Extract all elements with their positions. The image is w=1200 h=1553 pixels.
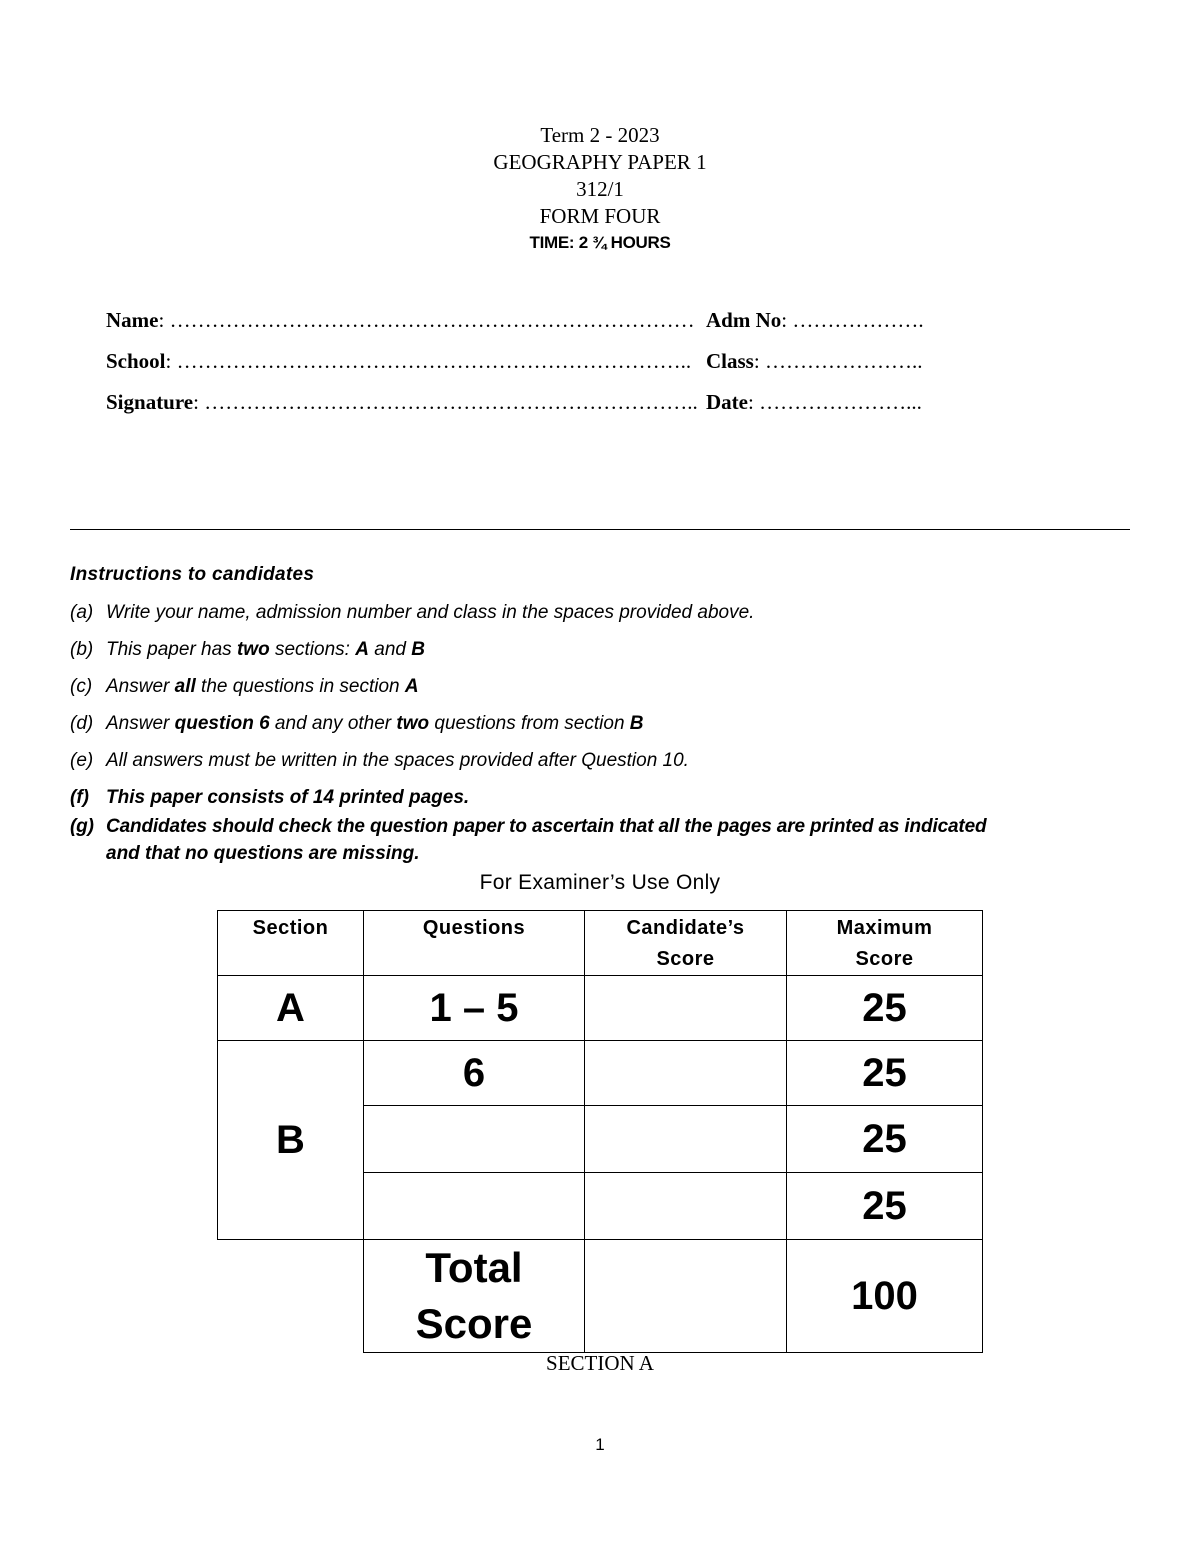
horizontal-divider [70, 529, 1130, 530]
adm-field-row [706, 307, 924, 333]
instruction-d-emphasis: B [629, 713, 644, 734]
instruction-d-letter: (d) [70, 713, 94, 734]
section-b-cell: B [218, 1041, 364, 1240]
signature-field-row [106, 389, 698, 415]
instruction-d-emphasis: two [396, 713, 430, 734]
adm-label: Adm No [706, 308, 782, 332]
exam-subject: GEOGRAPHY PAPER 1 [493, 150, 707, 174]
table-row [218, 1041, 983, 1106]
candidate-score-b1-cell[interactable] [585, 1041, 787, 1106]
instruction-c-letter: (c) [70, 676, 93, 697]
name-field-row [106, 307, 695, 333]
section-a-heading: SECTION A [546, 1351, 654, 1375]
exam-time: TIME: 2 ¾ HOURS [529, 233, 671, 252]
header-candidate-line1: Candidate’s [626, 917, 745, 939]
exam-term: Term 2 - 2023 [540, 123, 660, 147]
candidate-score-a-cell[interactable] [585, 976, 787, 1041]
instruction-b-emphasis: A [355, 639, 369, 660]
instruction-b-text: and [368, 639, 412, 660]
instruction-e [70, 746, 689, 775]
exam-code: 312/1 [576, 177, 624, 201]
instruction-d-text: questions from section [429, 713, 630, 734]
candidate-total-cell[interactable] [585, 1240, 787, 1353]
instruction-e-letter: (e) [70, 750, 94, 771]
questions-a-cell: 1 – 5 [364, 976, 585, 1041]
candidate-score-b3-cell[interactable] [585, 1173, 787, 1240]
examiner-use-title: For Examiner’s Use Only [479, 871, 721, 894]
school-label: School [106, 349, 166, 373]
instruction-b-emphasis: B [411, 639, 425, 660]
exam-form: FORM FOUR [539, 204, 661, 228]
date-label: Date [706, 390, 748, 414]
max-total-cell: 100 [787, 1240, 983, 1353]
instruction-f [70, 783, 469, 812]
instruction-a [70, 598, 754, 627]
header-questions: Questions [364, 911, 585, 976]
instruction-d-text: Answer [106, 713, 175, 734]
instruction-b-letter: (b) [70, 639, 94, 660]
instruction-g-text: Candidates should check the question paper to ascertain that all the pages are printed as indicated [106, 816, 987, 837]
instruction-d-text: and any other [269, 713, 397, 734]
table-row [218, 976, 983, 1041]
total-score-label [364, 1240, 585, 1353]
instruction-d [70, 709, 644, 738]
instruction-d-emphasis: question 6 [174, 713, 270, 734]
instruction-g-letter: (g) [70, 816, 94, 837]
header-maximum-score [787, 911, 983, 976]
instruction-f-text: This paper consists of 14 printed pages. [106, 787, 470, 808]
header-candidate-line2: Score [656, 948, 715, 970]
instruction-c-emphasis: all [174, 676, 196, 697]
instruction-c [70, 672, 419, 701]
instruction-b-text: sections: [269, 639, 356, 660]
instruction-b [70, 635, 425, 664]
max-score-b2-cell: 25 [787, 1106, 983, 1173]
class-label: Class [706, 349, 754, 373]
instruction-b-text: This paper has [106, 639, 237, 660]
header-maximum-line1: Maximum [836, 917, 933, 939]
questions-b1-cell: 6 [364, 1041, 585, 1106]
page-number: 1 [595, 1435, 605, 1454]
instruction-a-letter: (a) [70, 602, 94, 623]
max-score-a-cell: 25 [787, 976, 983, 1041]
school-field-row [106, 348, 691, 374]
total-line2: Score [415, 1300, 533, 1347]
instruction-g [70, 812, 986, 841]
instruction-a-text: Write your name, admission number and class in the spaces provided above. [106, 602, 755, 623]
instruction-b-emphasis: two [236, 639, 270, 660]
signature-label: Signature [106, 390, 194, 414]
max-score-b1-cell: 25 [787, 1041, 983, 1106]
name-field[interactable]: : ………………………………………………………………… [158, 308, 695, 332]
empty-cell [218, 1240, 364, 1353]
instruction-g-continuation: and that no questions are missing. [106, 843, 420, 864]
instruction-c-text: the questions in section [195, 676, 405, 697]
instruction-f-letter: (f) [70, 787, 89, 808]
adm-field[interactable]: : ………………. [781, 308, 924, 332]
instruction-e-text: All answers must be written in the spaces provided after Question 10. [106, 750, 689, 771]
signature-field[interactable]: : …………………………………………………………….. [193, 390, 698, 414]
section-a-cell: A [218, 976, 364, 1041]
table-total-row [218, 1240, 983, 1353]
table-header-row [218, 911, 983, 976]
instructions-title: Instructions to candidates [70, 564, 315, 585]
examiner-score-table [217, 910, 983, 1353]
instruction-c-emphasis: A [404, 676, 419, 697]
header-maximum-line2: Score [855, 948, 914, 970]
class-field[interactable]: : ………………….. [753, 349, 923, 373]
header-candidate-score [585, 911, 787, 976]
candidate-score-b2-cell[interactable] [585, 1106, 787, 1173]
class-field-row [706, 348, 922, 374]
total-line1: Total [425, 1244, 523, 1291]
date-field-row [706, 389, 922, 415]
max-score-b3-cell: 25 [787, 1173, 983, 1240]
questions-b3-cell[interactable] [364, 1173, 585, 1240]
instruction-c-text: Answer [106, 676, 175, 697]
school-field[interactable]: : ……………………………………………………………….. [165, 349, 692, 373]
date-field[interactable]: : …………………... [747, 390, 922, 414]
questions-b2-cell[interactable] [364, 1106, 585, 1173]
name-label: Name [106, 308, 159, 332]
header-section: Section [218, 911, 364, 976]
